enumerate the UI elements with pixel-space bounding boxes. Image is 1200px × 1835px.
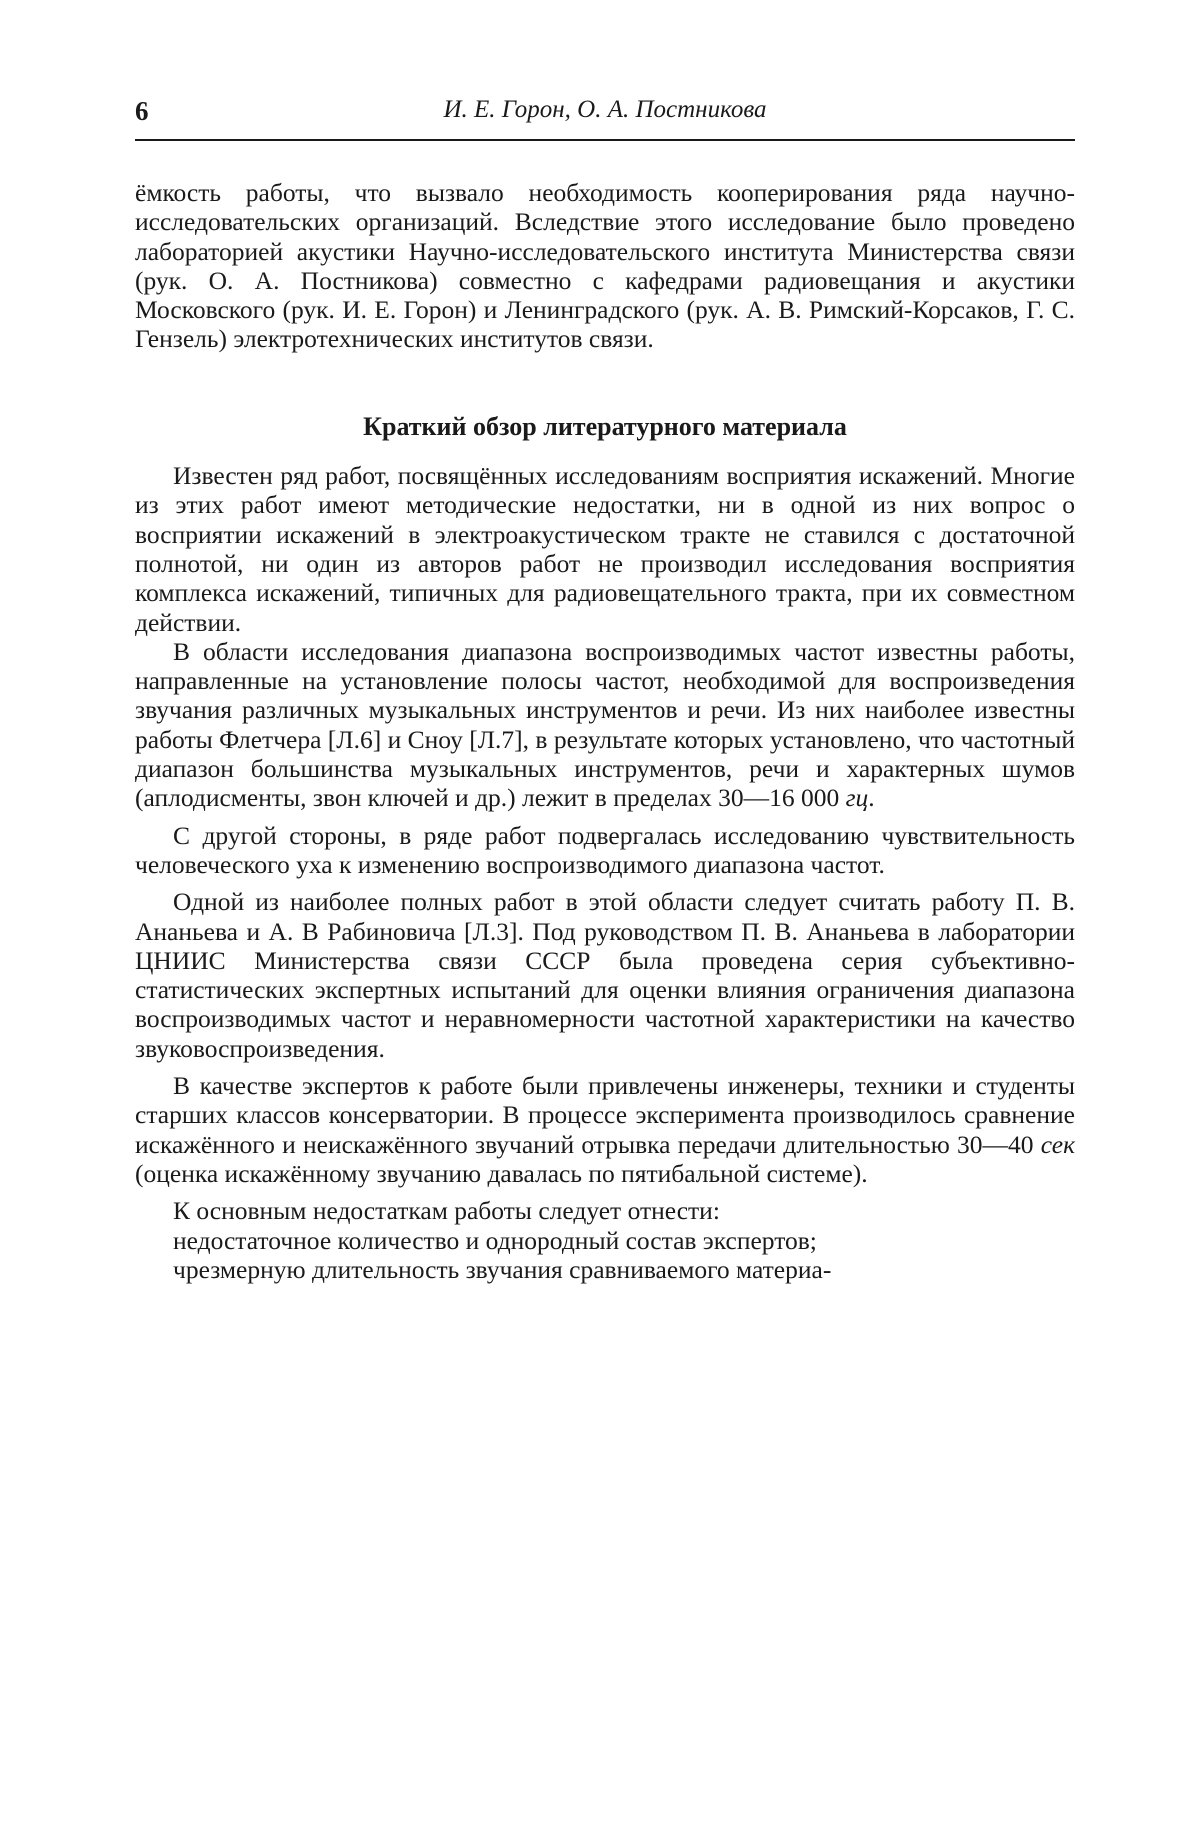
paragraph-1: Известен ряд работ, посвящённых исследованиям восприятия искажений. Многие из этих работ имеют методические недостатки, ни в одной из них вопрос о восприятии искажений в электроакустическом тракте не ставился с достаточной полнотой, ни один из авторов работ не производил исследования восприятия комплекса искажений, типичных для радиовещательного тракта, при их совместном действии. (135, 461, 1075, 637)
header-rule (135, 139, 1075, 141)
body-text (135, 178, 1075, 1284)
paragraph-2-end: . (868, 783, 875, 813)
paragraph-2-text: В области исследования диапазона воспроизводимых частот известны работы, направленные на установление полосы частот, необходимой для воспроизведения звучания различных музыкальных инструментов и речи. Из них наиболее известны работы Флетчера [Л.6] и Сноу [Л.7], в результате которых установлено, что частотный диапазон большинства музыкальных инструментов, речи и характерных шумов (аплодисменты, звон ключей и др.) лежит в пределах 30—16 000 (135, 636, 1075, 813)
paragraph-4: Одной из наиболее полных работ в этой области следует считать работу П. В. Ананьева и А. В Рабиновича [Л.3]. Под руководством П. В. Ананьева в лаборатории ЦНИИС Министерства связи СССР была проведена серия субъективно-статистических экспертных испытаний для оценки влияния ограничения диапазона воспроизводимых частот и неравномерности частотной характеристики на качество звуковоспроизведения. (135, 887, 1075, 1063)
paragraph-5 (135, 1071, 1075, 1188)
paragraph-3: С другой стороны, в ряде работ подвергалась исследованию чувствительность человеческого уха к изменению воспроизводимого диапазона частот. (135, 820, 1075, 879)
intro-paragraph: ёмкость работы, что вызвало необходимость кооперирования ряда научно-исследовательских организаций. Вследствие этого исследование было проведено лабораторией акустики Научно-исследовательского института Министерства связи (рук. О. А. Постникова) совместно с кафедрами радиовещания и акустики Московского (рук. И. Е. Горон) и Ленинградского (рук. А. В. Римский-Корсаков, Г. С. Гензель) электротехнических институтов связи. (135, 178, 1075, 354)
section-title: Краткий обзор литературного материала (363, 411, 847, 441)
unit-sec: сек (1040, 1129, 1075, 1159)
page-header (135, 92, 1075, 136)
paragraph-8: чрезмерную длительность звучания сравниваемого материа- (173, 1254, 832, 1284)
paragraph-5-end: (оценка искажённому звучанию давалась по пятибальной системе). (135, 1158, 868, 1188)
paragraph-2 (135, 637, 1075, 813)
page-number: 6 (135, 96, 149, 126)
paragraph-6: К основным недостаткам работы следует отнести: (173, 1196, 720, 1226)
paragraph-5-text: В качестве экспертов к работе были привлечены инженеры, техники и студенты старших классов консерватории. В процессе эксперимента производилось сравнение искажённого и неискажённого звучаний отрывка передачи длительностью 30—40 (135, 1071, 1075, 1159)
paragraph-7: недостаточное количество и однородный состав экспертов; (173, 1225, 817, 1255)
unit-hz: гц (845, 783, 869, 813)
running-head-authors: И. Е. Горон, О. А. Постникова (443, 96, 767, 123)
